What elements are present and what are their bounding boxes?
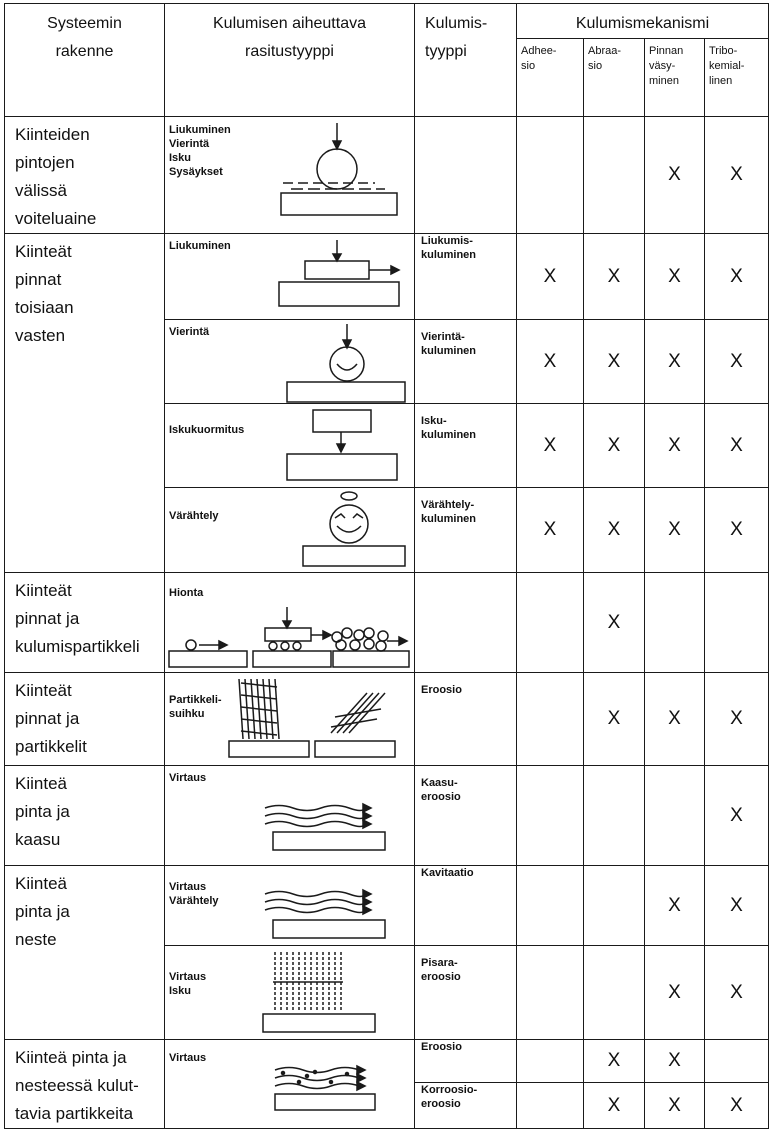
mark-fatigue: X — [645, 488, 705, 573]
load-cell — [165, 320, 415, 404]
mark-adhesion: X — [517, 234, 584, 320]
mark-tribochemical: X — [705, 117, 769, 234]
load-cell — [165, 946, 415, 1040]
mark-fatigue: X — [645, 404, 705, 488]
system-wear-particle: Kiinteät pinnat ja kulumispartikkeli — [5, 573, 165, 673]
wear-type-cell: Värähtely- kuluminen — [415, 488, 517, 573]
mark-abrasion — [584, 866, 645, 946]
grinding-figure — [165, 573, 415, 673]
wear-mechanism-table — [4, 3, 769, 1129]
mark-abrasion — [584, 766, 645, 866]
mark-adhesion — [517, 766, 584, 866]
load-label: Partikkeli- suihku — [169, 694, 222, 720]
load-label: Virtaus Värähtely — [169, 881, 219, 907]
header-wear-mechanism: Kulumismekanismi — [517, 4, 769, 39]
load-label: Vierintä — [169, 326, 210, 338]
load-label: Liukuminen Vierintä Isku Sysäykset — [169, 124, 231, 178]
mark-fatigue: X — [645, 673, 705, 766]
mark-abrasion: X — [584, 573, 645, 673]
oscillation-figure — [165, 488, 415, 573]
header-load-type: Kulumisen aiheuttava rasitustyyppi — [165, 4, 415, 117]
mark-fatigue: X — [645, 1040, 705, 1083]
load-label: Iskukuormitus — [169, 424, 245, 436]
mark-fatigue — [645, 573, 705, 673]
mark-tribochemical: X — [705, 1083, 769, 1129]
load-label: Hionta — [169, 587, 204, 599]
mark-abrasion: X — [584, 488, 645, 573]
mark-abrasion — [584, 117, 645, 234]
load-cell — [165, 404, 415, 488]
lubricated-rolling-figure — [165, 117, 415, 234]
mark-tribochemical: X — [705, 866, 769, 946]
wear-type-cell — [415, 117, 517, 234]
mark-fatigue: X — [645, 234, 705, 320]
header-wear-type: Kulumis- tyyppi — [415, 4, 517, 117]
mark-fatigue: X — [645, 117, 705, 234]
mark-fatigue: X — [645, 1083, 705, 1129]
mark-abrasion: X — [584, 320, 645, 404]
load-cell — [165, 117, 415, 234]
load-cell — [165, 766, 415, 866]
load-cell — [165, 573, 415, 673]
mark-tribochemical: X — [705, 320, 769, 404]
mark-abrasion: X — [584, 673, 645, 766]
system-liquid: Kiinteä pinta ja neste — [5, 866, 165, 1040]
impact-figure — [165, 404, 415, 488]
load-label: Värähtely — [169, 510, 219, 522]
cavitation-figure — [165, 866, 415, 946]
load-label: Virtaus Isku — [169, 971, 207, 997]
header-tribochemical: Tribo- kemial- linen — [705, 39, 769, 117]
header-abrasion: Abraa- sio — [584, 39, 645, 117]
load-label: Virtaus — [169, 1052, 207, 1064]
droplets-figure — [165, 946, 415, 1040]
mark-adhesion — [517, 1040, 584, 1083]
load-label: Liukuminen — [169, 240, 231, 252]
system-solid-surfaces: Kiinteät pinnat toisiaan vasten — [5, 234, 165, 573]
wear-type-cell: Korroosio- eroosio — [415, 1083, 517, 1129]
system-particles: Kiinteät pinnat ja partikkelit — [5, 673, 165, 766]
load-cell — [165, 1040, 415, 1129]
mark-tribochemical: X — [705, 488, 769, 573]
mark-adhesion: X — [517, 488, 584, 573]
mark-abrasion — [584, 946, 645, 1040]
mark-tribochemical: X — [705, 766, 769, 866]
rolling-figure — [165, 320, 415, 404]
mark-adhesion: X — [517, 320, 584, 404]
header-adhesion: Adhee- sio — [517, 39, 584, 117]
slurry-flow-figure — [165, 1040, 415, 1116]
mark-tribochemical: X — [705, 673, 769, 766]
mark-tribochemical — [705, 1040, 769, 1083]
load-cell — [165, 488, 415, 573]
load-cell — [165, 673, 415, 766]
wear-type-cell: Kaasu- eroosio — [415, 766, 517, 866]
mark-adhesion — [517, 673, 584, 766]
load-label: Virtaus — [169, 772, 207, 784]
mark-adhesion — [517, 573, 584, 673]
mark-fatigue — [645, 766, 705, 866]
wear-type-cell — [415, 573, 517, 673]
load-cell — [165, 866, 415, 946]
mark-tribochemical — [705, 573, 769, 673]
particle-jet-figure — [165, 673, 415, 766]
system-lubricant: Kiinteiden pintojen välissä voiteluaine — [5, 117, 165, 234]
gas-flow-figure — [165, 766, 415, 866]
wear-type-cell: Liukumis- kuluminen — [415, 234, 517, 320]
load-cell — [165, 234, 415, 320]
mark-fatigue: X — [645, 320, 705, 404]
mark-adhesion — [517, 946, 584, 1040]
mark-fatigue: X — [645, 946, 705, 1040]
mark-adhesion — [517, 117, 584, 234]
mark-abrasion: X — [584, 234, 645, 320]
wear-type-cell: Eroosio — [415, 1040, 517, 1083]
mark-tribochemical: X — [705, 946, 769, 1040]
mark-fatigue: X — [645, 866, 705, 946]
wear-type-cell: Kavitaatio — [415, 866, 517, 946]
mark-abrasion: X — [584, 404, 645, 488]
mark-adhesion — [517, 866, 584, 946]
header-surface-fatigue: Pinnan väsy- minen — [645, 39, 705, 117]
mark-tribochemical: X — [705, 404, 769, 488]
sliding-figure — [165, 234, 415, 320]
mark-tribochemical: X — [705, 234, 769, 320]
wear-type-cell: Pisara- eroosio — [415, 946, 517, 1040]
mark-abrasion: X — [584, 1083, 645, 1129]
system-liquid-particles: Kiinteä pinta ja nesteessä kulut- tavia partikkeita — [5, 1040, 165, 1129]
system-gas: Kiinteä pinta ja kaasu — [5, 766, 165, 866]
wear-type-cell: Vierintä- kuluminen — [415, 320, 517, 404]
header-system: Systeemin rakenne — [5, 4, 165, 117]
mark-adhesion: X — [517, 404, 584, 488]
wear-type-cell: Isku- kuluminen — [415, 404, 517, 488]
wear-type-cell: Eroosio — [415, 673, 517, 766]
mark-abrasion: X — [584, 1040, 645, 1083]
